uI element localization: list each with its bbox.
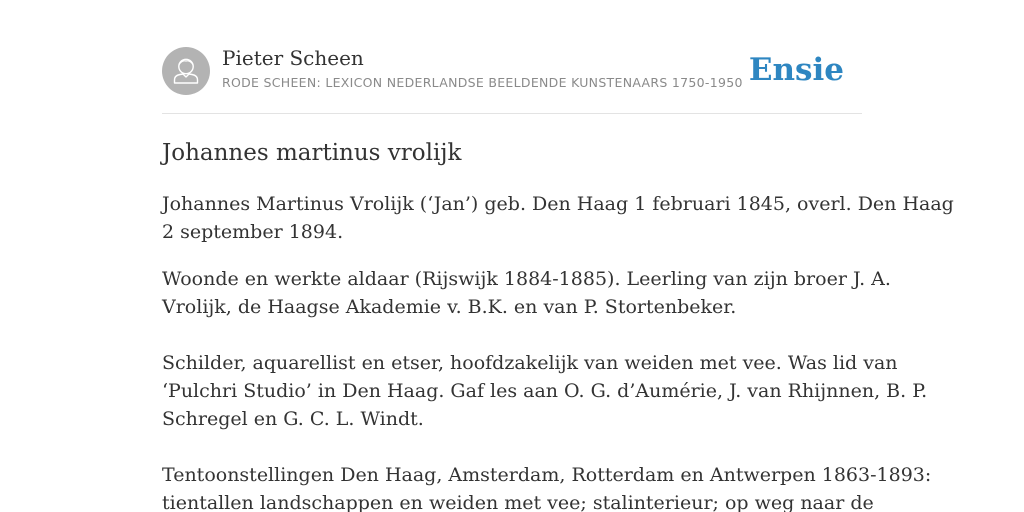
- line-break: [162, 433, 862, 461]
- source-title[interactable]: RODE SCHEEN: LEXICON NEDERLANDSE BEELDENDE KUNSTENAARS 1750-1950: [222, 75, 743, 90]
- paragraph-line: Tentoonstellingen Den Haag, Amsterdam, Rotterdam en Antwerpen 1863-1893:: [162, 464, 932, 486]
- article-header: [162, 46, 862, 96]
- author-avatar[interactable]: [162, 47, 210, 95]
- article-body: [162, 190, 954, 512]
- brand-logo[interactable]: Ensie: [748, 52, 844, 88]
- paragraph-line: Woonde en werkte aldaar (Rijswijk 1884-1885). Leerling van zijn broer J. A.: [162, 268, 891, 290]
- paragraph-line: Johannes Martinus Vrolijk (‘Jan’) geb. Den Haag 1 februari 1845, overl. Den Haag: [162, 193, 954, 215]
- article-paragraph: [162, 190, 954, 246]
- paragraph-line: ‘Pulchri Studio’ in Den Haag. Gaf les aan O. G. d’Aumérie, J. van Rhijnnen, B. P.: [162, 380, 928, 402]
- author-name[interactable]: Pieter Scheen: [222, 46, 364, 70]
- paragraph-line: tientallen landschappen en weiden met vee; stalinterieur; op weg naar de: [162, 492, 874, 512]
- user-avatar-icon: [162, 47, 210, 95]
- header-divider: [162, 113, 862, 114]
- paragraph-line: Schregel en G. C. L. Windt.: [162, 408, 424, 430]
- line-break: [162, 321, 862, 349]
- paragraph-line: 2 september 1894.: [162, 221, 344, 243]
- article-title: Johannes martinus vrolijk: [162, 140, 462, 166]
- paragraph-line: Schilder, aquarellist en etser, hoofdzakelijk van weiden met vee. Was lid van: [162, 352, 898, 374]
- paragraph-line: Vrolijk, de Haagse Akademie v. B.K. en van P. Stortenbeker.: [162, 296, 737, 318]
- article-paragraph: [162, 265, 932, 512]
